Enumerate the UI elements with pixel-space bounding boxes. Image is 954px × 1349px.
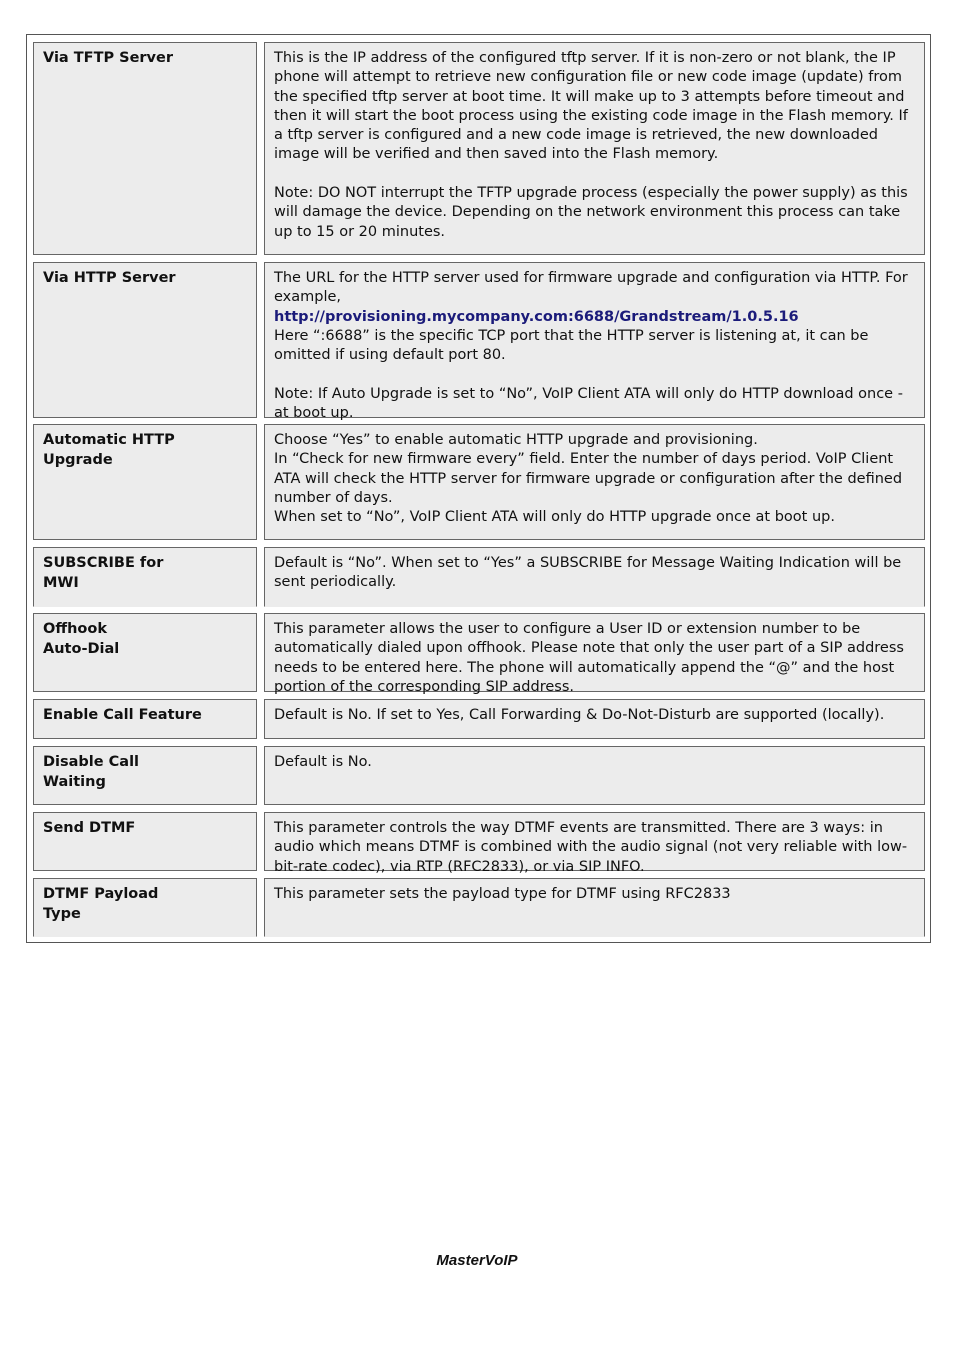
row-description: Default is No. If set to Yes, Call Forwarding & Do-Not-Disturb are supported (locally). [264, 699, 925, 739]
row-description: This parameter controls the way DTMF events are transmitted. There are 3 ways: in audio which means DTMF is combined with the audio signal (not very reliable with low-bit-rate codec), via RTP (RFC2833), or via SIP INFO. [264, 812, 925, 871]
description-line: In “Check for new firmware every” field. Enter the number of days period. VoIP Client ATA will check the HTTP server for firmware upgrade or configuration after the defined number of days. [274, 451, 903, 506]
row-description: Default is No. [264, 746, 925, 805]
description-line: When set to “No”, VoIP Client ATA will only do HTTP upgrade once at boot up. [274, 509, 835, 526]
row-label: Enable Call Feature [33, 699, 257, 739]
row-description [264, 424, 925, 540]
parameter-table [26, 34, 931, 943]
description-note: Note: If Auto Upgrade is set to “No”, VoIP Client ATA will only do HTTP download once - at boot up. [274, 385, 903, 422]
row-label: Via HTTP Server [33, 262, 257, 418]
row-label: Disable Call Waiting [33, 746, 257, 805]
row-description: This parameter allows the user to configure a User ID or extension number to be automatically dialed upon offhook. Please note that only the user part of a SIP address needs to be entered here. The phone will automatically append the “@” and the host portion of the corresponding SIP address. [264, 613, 925, 692]
description-line: Choose “Yes” to enable automatic HTTP upgrade and provisioning. [274, 432, 758, 448]
row-label: Via TFTP Server [33, 42, 257, 255]
row-description [264, 42, 925, 255]
provisioning-url-link[interactable]: http://provisioning.mycompany.com:6688/Grandstream/1.0.5.16 [274, 308, 799, 325]
page-footer: MasterVoIP [436, 1252, 518, 1269]
row-label: SUBSCRIBE for MWI [33, 547, 257, 607]
description-note: Note: DO NOT interrupt the TFTP upgrade process (especially the power supply) as this will damage the device. Depending on the network environment this process can take up to 15 or 20 minutes. [274, 185, 908, 240]
row-label: Automatic HTTP Upgrade [33, 424, 257, 540]
row-description: Default is “No”. When set to “Yes” a SUBSCRIBE for Message Waiting Indication will be sent periodically. [264, 547, 925, 607]
row-description: This parameter sets the payload type for DTMF using RFC2833 [264, 878, 925, 937]
row-description [264, 262, 925, 422]
row-label: Send DTMF [33, 812, 257, 871]
description-paragraph: The URL for the HTTP server used for firmware upgrade and configuration via HTTP. For example, http://provisioning.mycompany.com:6688/Grandstream/1.0.5.16 Here “:6688” is the specific TCP port that the HTTP server is listening at, it can be omitted if using default port 80. [274, 270, 908, 364]
description-paragraph: This is the IP address of the configured tftp server. If it is non-zero or not blank, the IP phone will attempt to retrieve new configuration file or new code image (update) from the specified tftp server at boot time. It will make up to 3 attempts before timeout and then it will start the boot process using the existing code image in the Flash memory. If a tftp server is configured and a new code image is retrieved, the new downloaded image will be verified and then saved into the Flash memory. [274, 50, 908, 163]
row-label: DTMF Payload Type [33, 878, 257, 937]
row-label: Offhook Auto-Dial [33, 613, 257, 692]
